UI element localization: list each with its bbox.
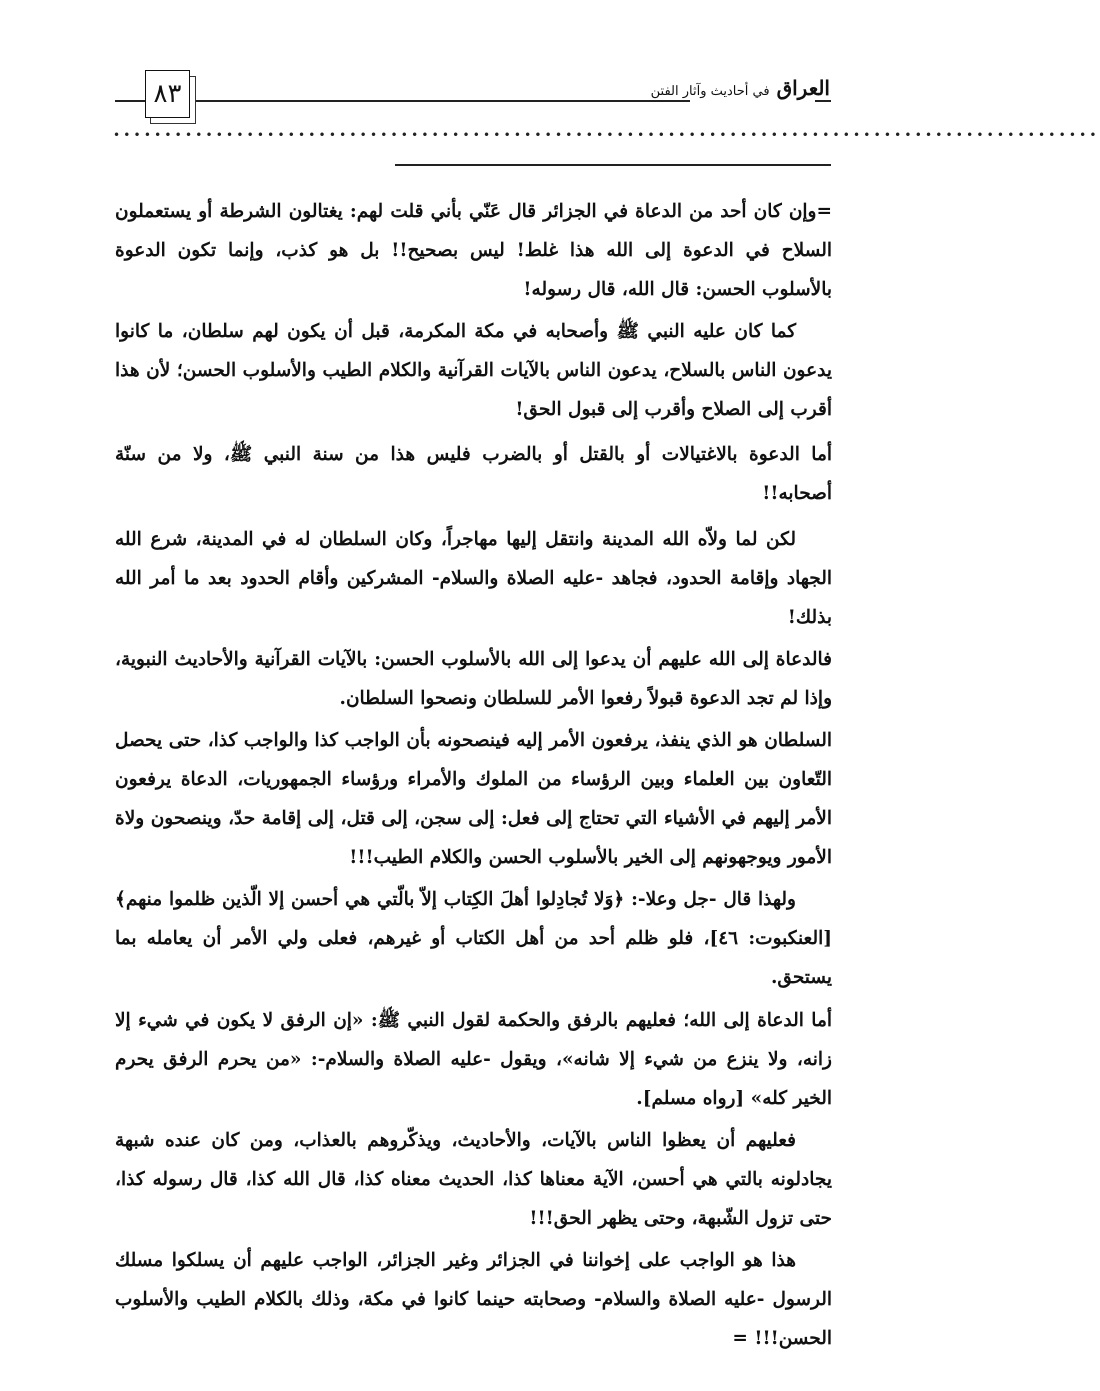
paragraph-2: كما كان عليه النبي ﷺ وأصحابه في مكة المكرمة، قبل أن يكون لهم سلطان، ما كانوا يدعون الناس بالسلاح، يدعون الناس بالآيات القرآنية والكلام الطيب والأسلوب الحسن؛ لأن هذا أقرب إلى الصلاح وأقرب إلى قبول الحق!: [115, 321, 832, 420]
header-rule-left: [115, 100, 147, 102]
paragraph-5: فالدعاة إلى الله عليهم أن يدعوا إلى الله بالأسلوب الحسن: بالآيات القرآنية والأحاديث النبوية، وإذا لم تجد الدعوة قبولاً رفعوا الأمر للسلطان ونصحوا السلطان.: [115, 649, 832, 709]
paragraph-7: ولهذا قال -جل وعلا-: ﴿وَلا تُجادِلوا أهلَ الكِتاب إلاّ بالّتي هي أحسن إلا الّذين ظلموا منهم﴾ [العنكبوت: ٤٦]، فلو ظلم أحد من أهل الكتاب أو غيرهم، فعلى ولي الأمر أن يعامله بما يستحق.: [115, 889, 832, 988]
header-rule-right: [190, 100, 690, 102]
dotted-separator: ••••••••••••••••••••••••••••••••••••••••••••••••••••••••••••••••••••••••••••••••••••••••••••••••: [113, 128, 1100, 142]
paragraph-6: السلطان هو الذي ينفذ، يرفعون الأمر إليه فينصحونه بأن الواجب كذا والواجب كذا، حتى يحصل التّعاون بين العلماء وبين الرؤساء من الملوك والأمراء ورؤساء الجمهوريات، الدعاة يرفعون الأمر إليهم في الأشياء التي تحتاج إلى فعل: إلى سجن، إلى قتل، إلى إقامة حدّ، وينصحون ولاة الأمور ويوجهونهم إلى الخير بالأسلوب الحسن والكلام الطيب!!!: [115, 730, 832, 868]
paragraph-3: أما الدعوة بالاغتيالات أو بالقتل أو بالضرب فليس هذا من سنة النبي ﷺ، ولا من سنّة أصحابه!!: [115, 444, 832, 504]
running-title: [560, 76, 830, 100]
paragraph-9: فعليهم أن يعظوا الناس بالآيات، والأحاديث، ويذكّروهم بالعذاب، ومن كان عنده شبهة يجادلونه بالتي هي أحسن، الآية معناها كذا، الحديث معناه كذا، قال الله كذا، قال رسوله كذا، حتى تزول الشّبهة، وحتى يظهر الحق!!!: [115, 1130, 832, 1229]
running-title-main: العراق: [776, 76, 830, 100]
running-title-sub: في أحاديث وآثار الفتن: [650, 84, 770, 99]
paragraph-8: أما الدعاة إلى الله؛ فعليهم بالرفق والحكمة لقول النبي ﷺ: «إن الرفق لا يكون في شيء إلا زانه، ولا ينزع من شيء إلا شانه»، ويقول -عليه الصلاة والسلام-: «من يحرم الرفق يحرم الخير كله» [رواه مسلم].: [115, 1010, 832, 1109]
header-rule-far-right: [815, 100, 831, 102]
paragraph-4: لكن لما ولاّه الله المدينة وانتقل إليها مهاجراً، وكان السلطان له في المدينة، شرع الله الجهاد وإقامة الحدود، فجاهد -عليه الصلاة والسلام- المشركين وأقام الحدود بعد ما أمر الله بذلك!: [115, 529, 832, 628]
paragraph-1: =وإن كان أحد من الدعاة في الجزائر قال عَنّي بأني قلت لهم: يغتالون الشرطة أو يستعملون السلاح في الدعوة إلى الله هذا غلط! ليس بصحيح!! بل هو كذب، وإنما تكون الدعوة بالأسلوب الحسن: قال الله، قال رسوله!: [115, 201, 832, 300]
paragraph-10: هذا هو الواجب على إخواننا في الجزائر وغير الجزائر، الواجب عليهم أن يسلكوا مسلك الرسول -عليه الصلاة والسلام- وصحابته حينما كانوا في مكة، وذلك بالكلام الطيب والأسلوب الحسن!!! =: [115, 1250, 832, 1349]
page-number: ٨٣: [145, 70, 190, 118]
footnote-separator: [395, 164, 831, 166]
